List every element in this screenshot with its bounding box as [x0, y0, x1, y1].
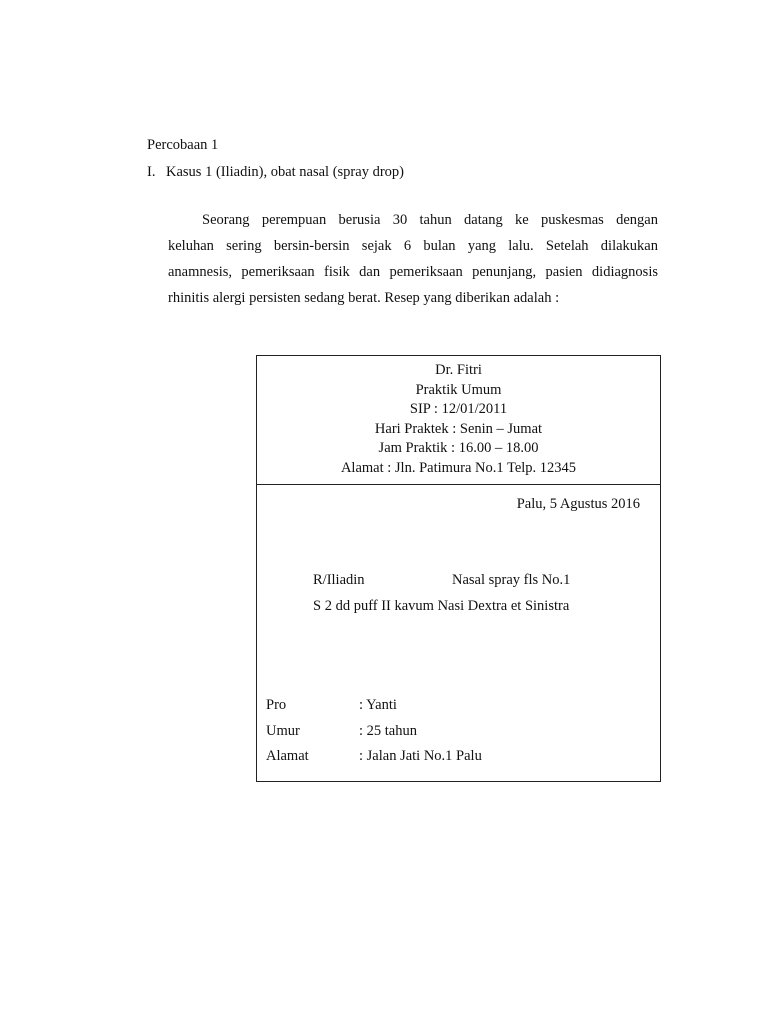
- prescription-date: Palu, 5 Agustus 2016: [516, 496, 640, 512]
- case-title: Kasus 1 (Iliadin), obat nasal (spray drop): [166, 164, 404, 180]
- patient-age-label: Umur: [266, 723, 300, 739]
- prescription-header: [257, 361, 660, 478]
- prescription-box: [256, 355, 661, 782]
- patient-address-value: : Jalan Jati No.1 Palu: [359, 748, 482, 764]
- list-number: I.: [147, 164, 156, 180]
- practice-hours: Jam Praktik : 16.00 – 18.00: [378, 440, 539, 456]
- case-title-line: [147, 164, 404, 181]
- practice-days: Hari Praktek : Senin – Jumat: [374, 420, 543, 437]
- drug-form: Nasal spray fls No.1: [452, 572, 571, 588]
- case-paragraph-line-4: rhinitis alergi persisten sedang berat. Resep yang diberikan adalah :: [168, 290, 560, 306]
- section-heading: Percobaan 1: [147, 137, 219, 153]
- dosage-signa: S 2 dd puff II kavum Nasi Dextra et Sinistra: [313, 598, 570, 614]
- case-paragraph-line-3: anamnesis, pemeriksaan fisik dan pemeriksaan penunjang, pasien didiagnosis: [168, 264, 658, 280]
- drug-name: R/Iliadin: [313, 572, 365, 588]
- patient-address-label: Alamat: [266, 748, 309, 764]
- header-divider: [257, 484, 660, 485]
- license-number: SIP : 12/01/2011: [409, 401, 508, 417]
- patient-name-label: Pro: [266, 697, 287, 713]
- patient-age-value: : 25 tahun: [359, 723, 417, 739]
- doctor-name: Dr. Fitri: [435, 362, 482, 378]
- patient-name-value: : Yanti: [359, 697, 397, 713]
- case-paragraph-line-1: Seorang perempuan berusia 30 tahun datang ke puskesmas dengan: [202, 212, 658, 228]
- practice-address: Alamat : Jln. Patimura No.1 Telp. 12345: [340, 459, 577, 476]
- case-paragraph-line-2: keluhan sering bersin-bersin sejak 6 bulan yang lalu. Setelah dilakukan: [168, 238, 658, 254]
- practice-type: Praktik Umum: [415, 381, 502, 398]
